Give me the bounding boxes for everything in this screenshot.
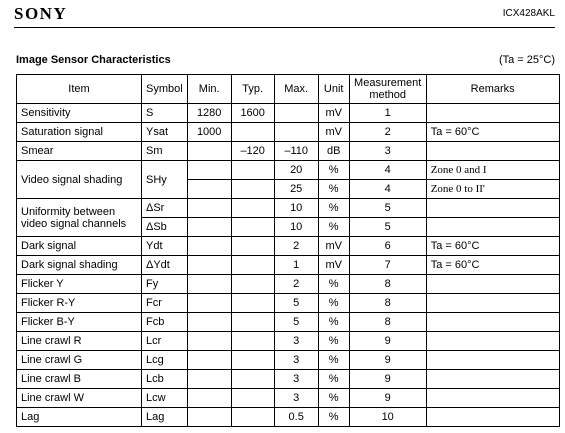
cell-min (187, 237, 231, 256)
cell-method: 2 (349, 123, 426, 142)
table-row (17, 142, 560, 161)
cell-symbol: Lcb (142, 370, 188, 389)
cell-item-line2: video signal channels (21, 217, 127, 230)
cell-item (17, 199, 142, 237)
cell-unit: mV (318, 123, 349, 142)
cell-remarks (426, 218, 559, 237)
cell-unit: % (318, 161, 349, 180)
cell-symbol: ΔSb (142, 218, 188, 237)
cell-item: Line crawl G (17, 351, 142, 370)
section-title: Image Sensor Characteristics (16, 54, 171, 66)
table-row (17, 313, 560, 332)
cell-min (187, 161, 231, 180)
table-row (17, 275, 560, 294)
cell-unit: % (318, 370, 349, 389)
cell-typ (231, 370, 274, 389)
cell-symbol: Lcg (142, 351, 188, 370)
cell-item: Dark signal (17, 237, 142, 256)
cell-method: 3 (349, 142, 426, 161)
cell-typ: –120 (231, 142, 274, 161)
cell-remarks (426, 313, 559, 332)
cell-max: 25 (274, 180, 318, 199)
cell-unit: % (318, 332, 349, 351)
cell-min (187, 256, 231, 275)
col-header-method (349, 75, 426, 104)
cell-typ (231, 313, 274, 332)
cell-item: Saturation signal (17, 123, 142, 142)
cell-max (274, 104, 318, 123)
cell-min (187, 370, 231, 389)
cell-typ (231, 237, 274, 256)
table-row (17, 161, 560, 180)
col-header-method-line1: Measurement (354, 77, 422, 89)
cell-max: 3 (274, 370, 318, 389)
cell-max: 0.5 (274, 408, 318, 427)
cell-max (274, 123, 318, 142)
cell-method: 6 (349, 237, 426, 256)
cell-remarks (426, 408, 559, 427)
cell-method: 5 (349, 218, 426, 237)
cell-unit: mV (318, 256, 349, 275)
table-row (17, 294, 560, 313)
cell-max: 2 (274, 237, 318, 256)
cell-max: 3 (274, 389, 318, 408)
cell-min (187, 180, 231, 199)
col-header-max: Max. (274, 75, 318, 104)
cell-symbol: Fcr (142, 294, 188, 313)
cell-symbol: Ydt (142, 237, 188, 256)
cell-symbol: Lcr (142, 332, 188, 351)
cell-unit: % (318, 294, 349, 313)
cell-item: Sensitivity (17, 104, 142, 123)
cell-method: 10 (349, 408, 426, 427)
cell-min (187, 332, 231, 351)
cell-remarks (426, 332, 559, 351)
brand-logo: SONY (14, 4, 68, 23)
header-rule (14, 27, 555, 28)
cell-symbol: ΔYdt (142, 256, 188, 275)
cell-remarks: Ta = 60°C (426, 237, 559, 256)
cell-typ (231, 180, 274, 199)
cell-min (187, 408, 231, 427)
col-header-typ: Typ. (231, 75, 274, 104)
cell-unit: % (318, 218, 349, 237)
col-header-method-line2: method (369, 89, 407, 101)
cell-remarks (426, 199, 559, 218)
cell-max: 3 (274, 351, 318, 370)
cell-symbol: SHy (142, 161, 188, 199)
table-row (17, 332, 560, 351)
cell-method: 8 (349, 275, 426, 294)
cell-symbol: Fy (142, 275, 188, 294)
cell-min (187, 275, 231, 294)
cell-min (187, 389, 231, 408)
cell-max: 10 (274, 218, 318, 237)
cell-unit: % (318, 199, 349, 218)
cell-method: 8 (349, 294, 426, 313)
cell-remarks (426, 142, 559, 161)
cell-typ (231, 256, 274, 275)
cell-max: 10 (274, 199, 318, 218)
table-row (17, 104, 560, 123)
table-row (17, 351, 560, 370)
cell-min (187, 142, 231, 161)
cell-unit: % (318, 180, 349, 199)
cell-typ (231, 351, 274, 370)
cell-remarks: Ta = 60°C (426, 256, 559, 275)
cell-method: 4 (349, 161, 426, 180)
cell-typ (231, 389, 274, 408)
cell-min (187, 313, 231, 332)
cell-max: 2 (274, 275, 318, 294)
cell-min (187, 199, 231, 218)
cell-item: Line crawl W (17, 389, 142, 408)
cell-method: 9 (349, 389, 426, 408)
cell-min (187, 294, 231, 313)
cell-remarks: Zone 0 and I (426, 161, 559, 180)
cell-remarks (426, 275, 559, 294)
characteristics-table (16, 74, 560, 427)
cell-method: 8 (349, 313, 426, 332)
cell-typ (231, 294, 274, 313)
cell-unit: mV (318, 237, 349, 256)
cell-unit: mV (318, 104, 349, 123)
cell-item: Flicker B-Y (17, 313, 142, 332)
table-row (17, 237, 560, 256)
col-header-item: Item (17, 75, 142, 104)
cell-item: Line crawl B (17, 370, 142, 389)
cell-min (187, 218, 231, 237)
cell-remarks (426, 104, 559, 123)
col-header-unit: Unit (318, 75, 349, 104)
cell-symbol: Sm (142, 142, 188, 161)
cell-max: 5 (274, 294, 318, 313)
col-header-remarks: Remarks (426, 75, 559, 104)
cell-max: 3 (274, 332, 318, 351)
cell-method: 9 (349, 332, 426, 351)
cell-method: 5 (349, 199, 426, 218)
cell-typ (231, 161, 274, 180)
cell-unit: % (318, 351, 349, 370)
col-header-min: Min. (187, 75, 231, 104)
cell-unit: dB (318, 142, 349, 161)
cell-item: Video signal shading (17, 161, 142, 199)
cell-method: 9 (349, 370, 426, 389)
cell-typ (231, 218, 274, 237)
cell-item: Line crawl R (17, 332, 142, 351)
temperature-condition: (Ta = 25°C) (498, 54, 555, 66)
cell-min: 1280 (187, 104, 231, 123)
cell-typ (231, 332, 274, 351)
table-row (17, 389, 560, 408)
cell-remarks (426, 389, 559, 408)
cell-unit: % (318, 275, 349, 294)
table-header-row (17, 75, 560, 104)
cell-min: 1000 (187, 123, 231, 142)
cell-symbol: Lag (142, 408, 188, 427)
cell-item-line1: Uniformity between (21, 205, 116, 218)
cell-remarks: Ta = 60°C (426, 123, 559, 142)
cell-method: 9 (349, 351, 426, 370)
cell-symbol: Fcb (142, 313, 188, 332)
cell-typ (231, 408, 274, 427)
cell-remarks (426, 351, 559, 370)
cell-min (187, 351, 231, 370)
cell-symbol: Lcw (142, 389, 188, 408)
cell-symbol: ΔSr (142, 199, 188, 218)
cell-method: 4 (349, 180, 426, 199)
cell-unit: % (318, 408, 349, 427)
cell-remarks (426, 294, 559, 313)
cell-remarks: Zone 0 to II' (426, 180, 559, 199)
cell-item: Flicker R-Y (17, 294, 142, 313)
cell-max: –110 (274, 142, 318, 161)
cell-typ: 1600 (231, 104, 274, 123)
cell-method: 7 (349, 256, 426, 275)
table-row (17, 256, 560, 275)
cell-symbol: Ysat (142, 123, 188, 142)
cell-symbol: S (142, 104, 188, 123)
cell-item: Smear (17, 142, 142, 161)
cell-remarks (426, 370, 559, 389)
table-row (17, 199, 560, 218)
table-row (17, 408, 560, 427)
col-header-symbol: Symbol (142, 75, 188, 104)
cell-max: 5 (274, 313, 318, 332)
cell-max: 20 (274, 161, 318, 180)
cell-item: Dark signal shading (17, 256, 142, 275)
cell-item: Lag (17, 408, 142, 427)
table-row (17, 123, 560, 142)
cell-unit: % (318, 389, 349, 408)
table-row (17, 370, 560, 389)
cell-method: 1 (349, 104, 426, 123)
cell-typ (231, 123, 274, 142)
cell-typ (231, 275, 274, 294)
part-number: ICX428AKL (502, 8, 555, 19)
cell-item: Flicker Y (17, 275, 142, 294)
cell-max: 1 (274, 256, 318, 275)
cell-typ (231, 199, 274, 218)
cell-unit: % (318, 313, 349, 332)
